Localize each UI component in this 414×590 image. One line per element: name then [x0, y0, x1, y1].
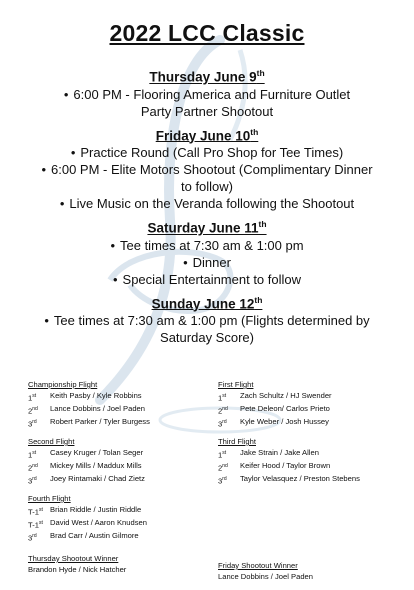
friday-item: • Live Music on the Veranda following the Shootout [59, 196, 355, 211]
bullet-icon: • [112, 271, 118, 287]
result-row: 2nd Mickey Mills / Maddux Mills [28, 460, 142, 473]
sunday-item-continued: Saturday Score) [160, 330, 254, 345]
bullet-icon: • [44, 313, 49, 328]
result-row: 1st Jake Strain / Jake Allen [218, 447, 319, 460]
bullet-icon: • [183, 254, 188, 270]
bullet-icon: • [63, 86, 69, 102]
friday-item-continued: to follow) [180, 179, 234, 194]
friday-item: • 6:00 PM - Elite Motors Shootout (Complimentary Dinner [41, 162, 373, 177]
friday-shootout-winners: Lance Dobbins / Joel Paden [218, 571, 313, 581]
sunday-item: • Tee times at 7:30 am & 1:00 pm (Flights determined by [44, 313, 370, 328]
saturday-item: • Tee times at 7:30 am & 1:00 pm [110, 237, 304, 253]
page-title: 2022 LCC Classic [109, 20, 305, 46]
friday-heading: Friday June 10th [155, 126, 259, 143]
result-row: 3rd Taylor Velasquez / Preston Stebens [218, 473, 360, 486]
result-row: 1st Keith Pasby / Kyle Robbins [28, 390, 142, 403]
friday-item: • Practice Round (Call Pro Shop for Tee Times) [70, 145, 344, 160]
thursday-shootout-heading: Thursday Shootout Winner [28, 553, 119, 563]
result-row: 1st Zach Schultz / HJ Swender [218, 390, 332, 403]
saturday-item: • Special Entertainment to follow [112, 271, 302, 287]
thursday-heading: Thursday June 9th [149, 68, 265, 85]
result-row: 3rd Joey Rintamaki / Chad Zietz [28, 473, 145, 486]
result-row: 2nd Keifer Hood / Taylor Brown [218, 460, 331, 473]
flight-heading-championship: Championship Flight [28, 380, 98, 389]
result-row: 3rd Brad Carr / Austin Gilmore [28, 530, 139, 543]
result-row: 2nd Lance Dobbins / Joel Paden [28, 403, 145, 416]
bullet-icon: • [70, 145, 76, 160]
flight-heading-fourth: Fourth Flight [28, 493, 71, 503]
saturday-heading: Saturday June 11th [147, 219, 267, 236]
saturday-item: • Dinner [183, 254, 231, 270]
result-row: 1st Casey Kruger / Tolan Seger [28, 447, 144, 460]
result-row: T-1st Brian Riddle / Justin Riddle [28, 504, 142, 517]
sunday-heading: Sunday June 12th [151, 294, 263, 311]
flight-heading-second: Second Flight [28, 436, 75, 446]
flight-heading-first: First Flight [218, 380, 254, 389]
results-right-column [218, 380, 408, 582]
friday-shootout-heading: Friday Shootout Winner [218, 560, 298, 570]
flight-heading-third: Third Flight [218, 436, 256, 446]
thursday-item: • 6:00 PM - Flooring America and Furniture Outlet [63, 86, 351, 102]
result-row: T-1st David West / Aaron Knudsen [28, 517, 147, 530]
bullet-icon: • [41, 162, 47, 177]
result-row: 3rd Kyle Weber / Josh Hussey [218, 416, 329, 429]
thursday-item-continued: Party Partner Shootout [140, 103, 274, 119]
schedule [0, 62, 414, 346]
bullet-icon: • [110, 237, 115, 253]
bullet-icon: • [59, 196, 65, 211]
result-row: 3rd Robert Parker / Tyler Burgess [28, 416, 150, 429]
result-row: 2nd Pete Deleon/ Carlos Prieto [218, 403, 330, 416]
results-left-column [28, 380, 208, 575]
thursday-shootout-winners: Brandon Hyde / Nick Hatcher [28, 564, 127, 574]
